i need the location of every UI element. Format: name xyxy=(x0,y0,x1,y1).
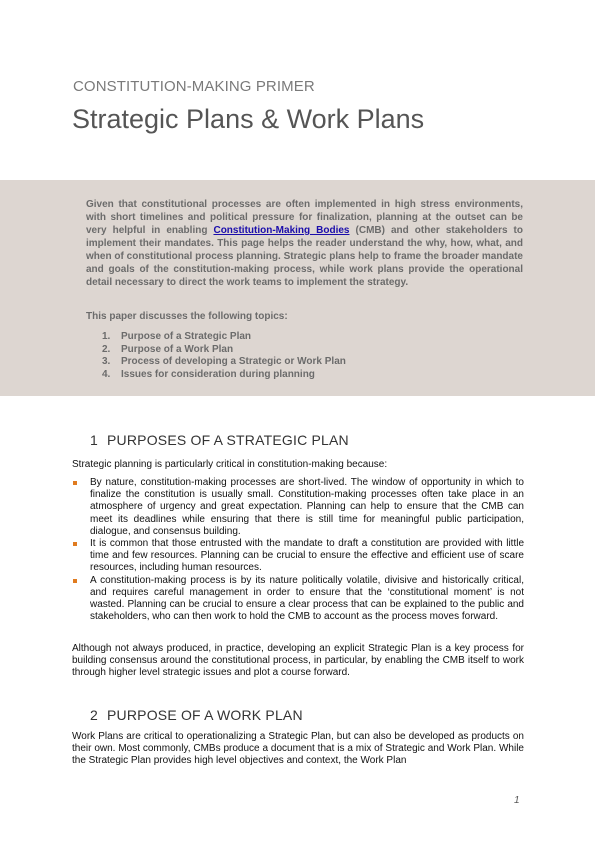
abstract-text-after-link: (CMB) and other stakeholders to implement their mandates. This page helps the reader understand the why, how, what, and when of constitutional process planning. Strategic plans help to frame the broader mandate and goals of the constitution-making process, while work plans provide the operational detail necessary to direct the work teams to implement the strategy. xyxy=(86,225,523,288)
section-1-intro: Strategic planning is particularly critical in constitution-making because: xyxy=(72,459,388,470)
section-1-bullets xyxy=(72,477,524,623)
topic-item xyxy=(102,344,346,357)
abstract-paragraph xyxy=(86,198,523,289)
topics-list xyxy=(102,331,346,381)
topic-label: Process of developing a Strategic or Work Plan xyxy=(121,356,346,367)
section-2-title: PURPOSE OF A WORK PLAN xyxy=(107,707,303,723)
topic-number: 4. xyxy=(102,368,111,380)
abstract-text-before-link: Given that constitutional processes are often implemented in high stress environments, with short timelines and political pressure for finalization, planning at the outset can be very helpful in enabling xyxy=(86,199,523,236)
bullet-item xyxy=(72,538,524,575)
document-kicker: CONSTITUTION-MAKING PRIMER xyxy=(73,78,315,95)
section-2-heading xyxy=(90,707,303,723)
constitution-making-bodies-link[interactable]: Constitution-Making Bodies xyxy=(213,225,350,236)
bullet-text: A constitution-making process is by its nature politically volatile, divisive and historically critical, and requires careful management in order to ensure that the ‘constitutional moment’ is not wasted. Planning can be crucial to ensure a clear process that can be explained to the public and stakeholders, who can then work to hold the CMB to account as the process moves forward. xyxy=(90,574,524,623)
section-1-heading xyxy=(90,432,349,448)
topic-label: Issues for consideration during planning xyxy=(121,368,315,380)
topic-label: Purpose of a Work Plan xyxy=(121,343,234,355)
topic-number: 1. xyxy=(102,331,111,342)
topic-label: Purpose of a Strategic Plan xyxy=(121,331,252,342)
square-bullet-icon xyxy=(73,579,77,583)
document-title: Strategic Plans & Work Plans xyxy=(72,104,425,134)
section-1-title: PURPOSES OF A STRATEGIC PLAN xyxy=(107,432,349,448)
section-2-number: 2 xyxy=(90,707,98,723)
topics-intro: This paper discusses the following topics: xyxy=(86,311,288,322)
topic-item xyxy=(102,356,346,369)
square-bullet-icon xyxy=(73,542,77,546)
topic-item xyxy=(102,331,346,344)
square-bullet-icon xyxy=(73,481,77,485)
bullet-text: It is common that those entrusted with the mandate to draft a constitution are provided with little time and few resources. Planning can be crucial to ensure the effective and efficient use of scare resources, including human resources. xyxy=(90,538,524,574)
bullet-item xyxy=(72,477,524,538)
section-1-closing: Although not always produced, in practice, developing an explicit Strategic Plan is a key process for building consensus around the constitutional process, in particular, by enabling the CMB itself to work through higher level strategic issues and plot a course forward. xyxy=(72,643,524,679)
page-number: 1 xyxy=(514,795,520,806)
section-1-number: 1 xyxy=(90,432,98,448)
section-2-intro: Work Plans are critical to operationalizing a Strategic Plan, but can also be developed as products on their own. Most commonly, CMBs produce a document that is a mix of Strategic and Work Plan. While the Strategic Plan provides high level objectives and context, the Work Plan xyxy=(72,731,524,767)
topic-item xyxy=(102,369,346,382)
topic-number: 2. xyxy=(102,343,111,355)
bullet-item xyxy=(72,575,524,624)
bullet-text: By nature, constitution-making processes are short-lived. The window of opportunity in which to finalize the constitution is usually small. Constitution-making processes often take place in an atmosphere of urgency and great expectation. Planning can help to ensure that the CMB can meet its deadlines while ensuring that there is still time for meaningful public participation, dialogue, and consensus building. xyxy=(90,477,524,537)
topic-number: 3. xyxy=(102,356,111,367)
